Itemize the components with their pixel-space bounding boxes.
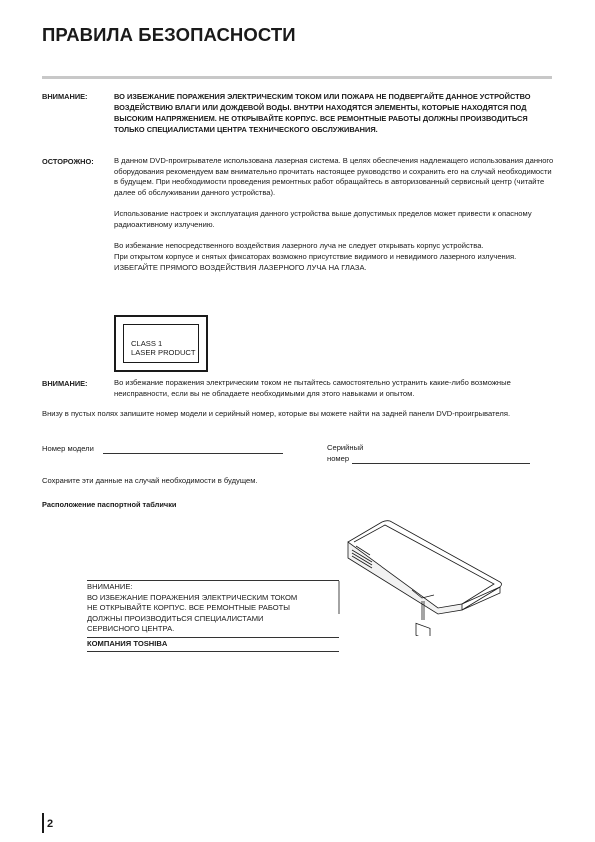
caution-paragraph-1: В данном DVD-проигрывателе использована лазерная система. В целях обеспечения надлежащего использования данного оборудования рекомендуем вам внимательно прочитать настоящее руководство и сохранить его на случай необходимости в будущем. При необходимости проведения ремонтных работ обращайтесь в авторизованный сервисный центр (читайте далее об обслуживании данного устройства). bbox=[114, 156, 554, 198]
plate-line-2: ВО ИЗБЕЖАНИЕ ПОРАЖЕНИЯ ЭЛЕКТРИЧЕСКИМ ТОКОМ bbox=[87, 592, 298, 602]
keep-note: Сохраните эти данные на случай необходимости в будущем. bbox=[42, 476, 258, 485]
serial-number-field[interactable] bbox=[352, 463, 530, 464]
plate-line-1: ВНИМАНИЕ: bbox=[87, 582, 133, 591]
caution-label: ОСТОРОЖНО: bbox=[42, 157, 94, 166]
caution-paragraph-3: Во избежание непосредственного воздействия лазерного луча не следует открывать корпус устройства. bbox=[114, 241, 484, 251]
title-rule bbox=[42, 76, 552, 79]
plate-line-4: ДОЛЖНЫ ПРОИЗВОДИТЬСЯ СПЕЦИАЛИСТАМИ bbox=[87, 613, 264, 623]
page-number: 2 bbox=[47, 818, 54, 830]
plate-location-heading: Расположение паспортной таблички bbox=[42, 500, 177, 509]
warning-2-text: Во избежание поражения электрическим током не пытайтесь самостоятельно устранить какие-либо возможные неисправности, если вы не обладаете необходимыми для этого навыками и опытом. bbox=[114, 378, 511, 398]
laser-label-text bbox=[131, 339, 196, 357]
laser-class-line: CLASS 1 bbox=[131, 339, 163, 348]
plate-company: КОМПАНИЯ TOSHIBA bbox=[87, 638, 168, 648]
model-number-label: Номер модели bbox=[42, 444, 94, 453]
warning-label: ВНИМАНИЕ: bbox=[42, 92, 88, 101]
caution-paragraph-4: При открытом корпусе и снятых фиксаторах возможно присутствие видимого и невидимого лазерного излучения. bbox=[114, 252, 517, 262]
plate-line-3: НЕ ОТКРЫВАЙТЕ КОРПУС. ВСЕ РЕМОНТНЫЕ РАБОТЫ bbox=[87, 603, 290, 613]
rating-plate-text bbox=[87, 580, 339, 652]
dvd-player-illustration bbox=[330, 518, 510, 636]
rating-plate-location bbox=[416, 623, 430, 636]
serial-number-label-line-2: номер bbox=[327, 454, 350, 463]
caution-text bbox=[114, 156, 554, 274]
plate-line-5: СЕРВИСНОГО ЦЕНТРА. bbox=[87, 624, 175, 634]
page-title: ПРАВИЛА БЕЗОПАСНОСТИ bbox=[42, 24, 296, 45]
model-number-field[interactable] bbox=[103, 453, 283, 454]
laser-class-label bbox=[114, 315, 208, 372]
plate-warning-text bbox=[87, 581, 339, 638]
record-note: Внизу в пустых полях запишите номер модели и серийный номер, которые вы можете найти на задней панели DVD-проигрывателя. bbox=[42, 409, 511, 418]
serial-number-label-line-1: Серийный bbox=[327, 443, 364, 452]
warning-text: ВО ИЗБЕЖАНИЕ ПОРАЖЕНИЯ ЭЛЕКТРИЧЕСКИМ ТОКОМ ИЛИ ПОЖАРА НЕ ПОДВЕРГАЙТЕ ДАННОЕ УСТРОЙСТВО ВОЗДЕЙСТВИЮ ВЛАГИ ИЛИ ДОЖДЕВОЙ ВОДЫ. ВНУТРИ НАХОДЯТСЯ ЭЛЕМЕНТЫ, КОТОРЫЕ НАХОДЯТСЯ ПОД ВЫСОКИМ НАПРЯЖЕНИЕМ. НЕ ОТКРЫВАЙТЕ КОРПУС. ВСЕ РЕМОНТНЫЕ РАБОТЫ ДОЛЖНЫ ПРОИЗВОДИТЬСЯ ТОЛЬКО СПЕЦИАЛИСТАМИ ЦЕНТРА ТЕХНИЧЕСКОГО ОБСЛУЖИВАНИЯ. bbox=[114, 92, 531, 134]
warning-2-label: ВНИМАНИЕ: bbox=[42, 379, 88, 388]
page-number-bar bbox=[42, 813, 44, 833]
caution-paragraph-2: Использование настроек и эксплуатация данного устройства выше допустимых пределов может привести к опасному радиоактивному излучению. bbox=[114, 209, 532, 230]
laser-product-line: LASER PRODUCT bbox=[131, 348, 196, 357]
caution-paragraph-5: ИЗБЕГАЙТЕ ПРЯМОГО ВОЗДЕЙСТВИЯ ЛАЗЕРНОГО ЛУЧА НА ГЛАЗА. bbox=[114, 262, 367, 272]
